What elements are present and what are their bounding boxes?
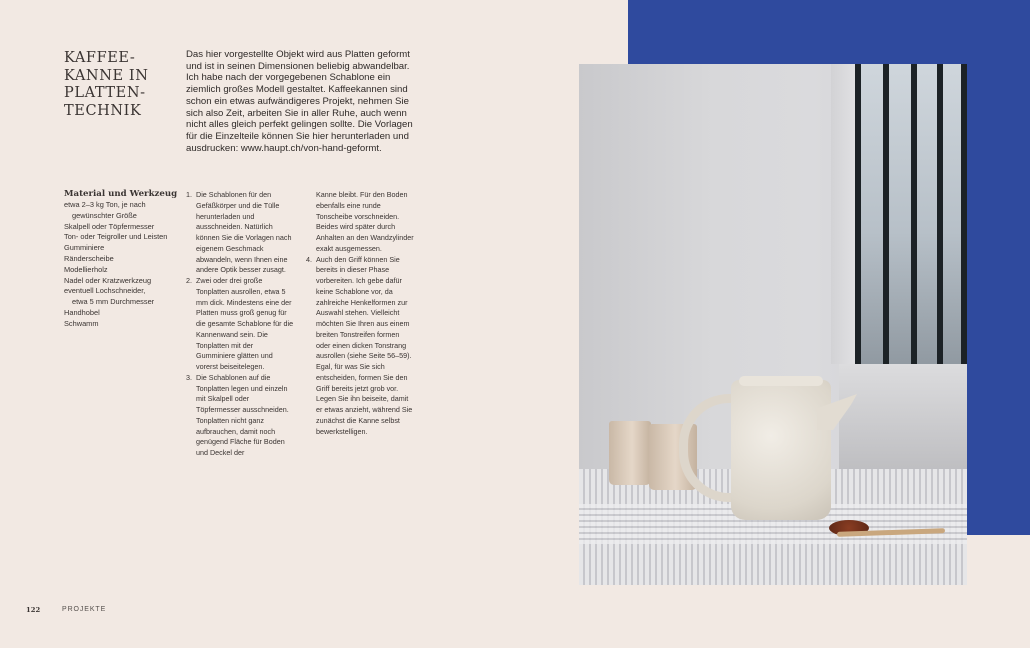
step-number: 4. bbox=[306, 254, 312, 264]
step-text: Zwei oder drei große Tonplatten ausrollen, etwa 5 mm dick. Mindestens eine der Platten muss groß genug für die gesamte Schablone für die Kannenwand sein. Die Tonplatten mit der Gumminiere glätten und vorerst beiseitelegen. bbox=[196, 276, 294, 371]
step-text: Die Schablonen für den Gefäßkörper und die Tülle herunterladen und ausschneiden. Natürlich können Sie die Vorlagen nach eigenem Geschmack abwandeln, wenn Ihnen eine andere Optik besser zusagt. bbox=[196, 190, 292, 275]
materials-list bbox=[64, 189, 179, 330]
page-number: 122 bbox=[26, 606, 41, 614]
title-line: PLATTEN- bbox=[64, 85, 146, 101]
coffee-pot-photo bbox=[579, 64, 967, 585]
photo-pot-lid bbox=[739, 376, 823, 386]
list-item: gewünschter Größe bbox=[72, 210, 137, 220]
list-item: Schwamm bbox=[64, 318, 99, 328]
list-item: Modellierholz bbox=[64, 264, 108, 274]
step-continuation: Kanne bleibt. Für den Boden ebenfalls eine runde Tonscheibe vorschneiden. Beides wird später durch Anhalten an den Wandzylinder exakt ausgemessen. bbox=[316, 190, 414, 253]
step-item bbox=[186, 276, 294, 373]
steps-column-1 bbox=[186, 190, 294, 459]
list-item: Gumminiere bbox=[64, 243, 105, 253]
list-item: etwa 2–3 kg Ton, je nach bbox=[64, 200, 146, 209]
step-item bbox=[186, 190, 294, 276]
list-item: Ränderscheibe bbox=[64, 253, 114, 263]
title-line: TECHNIK bbox=[64, 102, 142, 119]
page-title bbox=[64, 50, 174, 120]
steps-column-2 bbox=[306, 190, 414, 437]
materials-heading: Material und Werkzeug bbox=[64, 189, 178, 199]
intro-paragraph: Das hier vorgestellte Objekt wird aus Platten geformt und ist in seinen Dimensionen beliebig abwandelbar. Ich habe nach der vorgegebenen Schablone ein ziemlich großes Modell gestaltet. Kaffeekannen sind schon ein etwas aufwändigeres Projekt, nehmen Sie sich also Zeit, arbeiten Sie in aller Ruhe, auch wenn nicht alles gleich perfekt gelingen sollte. Die Vorlagen für die Einzelteile können Sie hier herunterladen und ausdrucken: www.haupt.ch/von-hand-geformt. bbox=[186, 49, 413, 154]
step-item bbox=[306, 255, 414, 438]
photo-pot-body bbox=[731, 380, 831, 520]
photo-window bbox=[855, 64, 967, 382]
step-number: 2. bbox=[186, 276, 192, 285]
photo-cup bbox=[609, 421, 651, 485]
title-line: KAFFEE- bbox=[64, 50, 136, 66]
photo-window-sill bbox=[839, 364, 967, 474]
step-item bbox=[186, 373, 294, 459]
step-number: 3. bbox=[186, 372, 192, 382]
list-item: etwa 5 mm Durchmesser bbox=[72, 297, 155, 307]
list-item: Nadel oder Kratzwerkzeug bbox=[64, 275, 152, 285]
title-line: KANNE IN bbox=[64, 67, 149, 84]
list-item: eventuell Lochschneider, bbox=[64, 286, 146, 296]
step-text: Die Schablonen auf die Tonplatten legen und einzeln mit Skalpell oder Töpfermesser ausschneiden. Tonplatten nicht ganz aufbrauchen, damit noch genügend Fläche für Boden und Deckel der bbox=[196, 372, 289, 457]
step-text: Auch den Griff können Sie bereits in dieser Phase vorbereiten. Ich gebe dafür keine Schablone vor, da zahlreiche Henkelformen zur Auswahl stehen. Vielleicht möchten Sie Ihren aus einem breiten Tonstreifen formen oder einen dicken Tonstrang ausrollen (siehe Seite 56–59). Egal, für was Sie sich entscheiden, formen Sie den Griff bereits jetzt grob vor. Legen Sie ihn beiseite, damit er etwas anzieht, während Sie zunächst die Kanne selbst bewerkstelligen. bbox=[316, 254, 413, 436]
list-item: Handhobel bbox=[64, 307, 100, 317]
list-item: Ton- oder Teigroller und Leisten bbox=[64, 232, 168, 242]
step-number: 1. bbox=[186, 190, 192, 199]
list-item: Skalpell oder Töpfermesser bbox=[64, 221, 155, 231]
section-label: PROJEKTE bbox=[62, 606, 107, 613]
